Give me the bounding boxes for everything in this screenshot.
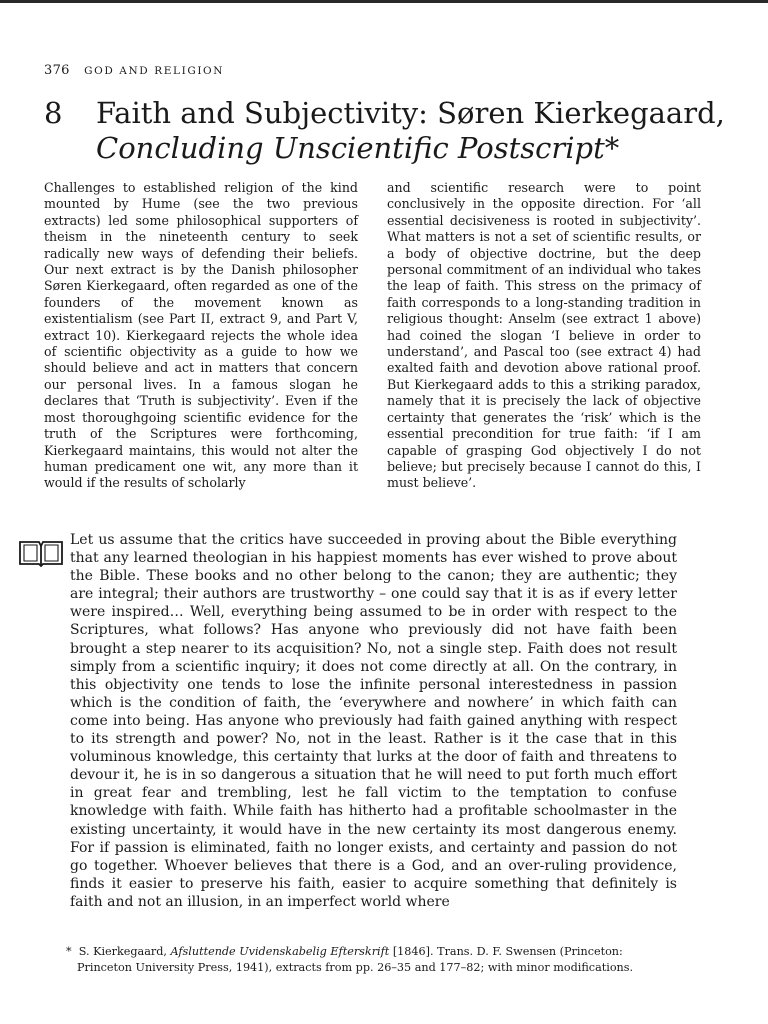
open-book-icon (18, 538, 64, 568)
intro-paragraph-left: Challenges to established religion of the kind mounted by Hume (see the two previous extracts) led some philosophical supporters of theism in the nineteenth century to seek radically new ways of defending their beliefs. Our next extract is by the Danish philosopher Søren Kierkegaard, often regarded as one of the founders of the movement known as existentialism (see Part II, extract 9, and Part V, extract 10). Kierkegaard rejects the whole idea of scientific objectivity as a guide to how we should believe and act in matters that concern our personal lives. In a famous slogan he declares that ‘Truth is subjectivity’. Even if the most thoroughgoing scientific evidence for the truth of the Scriptures were forthcoming, Kierkegaard maintains, this would not alter the human predicament one wit, any more than it would if the results of scholarly (44, 180, 358, 491)
extract-text: Let us assume that the critics have succeeded in proving about the Bible everything that any learned theologian in his happiest moments has ever wished to prove about the Bible. These books and no other belong to the canon; they are authentic; they are integral; their authors are trustworthy – one could say that it is as if every letter were inspired… Well, everything being assumed to be in order with respect to the Scriptures, what follows? Has anyone who previously did not have faith been brought a step nearer to its acquisition? No, not a single step. Faith does not result simply from a scientific inquiry; it does not come directly at all. On the contrary, in this objectivity one tends to lose the infinite personal interestedness in passion which is the condition of faith, the ‘everywhere and nowhere’ in which faith can come into being. Has anyone who previously had faith gained anything with respect to its strength and power? No, not in the least. Rather is it the case that in this voluminous knowledge, this certainty that lurks at the door of faith and threatens to devour it, he is in so dangerous a situation that he will need to put forth much effort in great fear and trembling, lest he fall victim to the temptation to confuse knowledge with faith. While faith has hitherto had a profitable schoolmaster in the existing uncertainty, it would have in the new certainty its most dangerous enemy. For if passion is eliminated, faith no longer exists, and certainty and passion do not go together. Whoever believes that there is a God, and an over-ruling providence, finds it easier to preserve his faith, easier to acquire something that definitely is faith and not an illusion, in an imperfect world where (70, 532, 677, 910)
footnote-prefix: S. Kierkegaard, (78, 945, 167, 958)
section-title: GOD AND RELIGION (84, 65, 225, 77)
footnote-work-title: Afsluttende Uvidenskabelig Efterskrift (170, 945, 390, 958)
page-number: 376 (44, 63, 70, 78)
kierkegaard-extract (70, 531, 677, 911)
footnote-text (66, 944, 678, 975)
footnote-marker: * (66, 945, 72, 958)
chapter-number: 8 (44, 96, 63, 130)
chapter-title-line2: Concluding Unscientific Postscript* (96, 131, 620, 165)
intro-left-column (44, 180, 358, 492)
running-head (44, 63, 224, 78)
intro-right-column (387, 180, 701, 492)
footnote-suffix: [1846]. Trans. D. F. Swensen (Princeton: Princeton University Press, 1941), extracts from pp. 26–35 and 177–82; with minor modifications. (77, 945, 634, 974)
intro-paragraph-right: and scientific research were to point conclusively in the opposite direction. For ‘all essential decisiveness is rooted in subjectivity’. What matters is not a set of scientific results, or a body of objective doctrine, but the deep personal commitment of an individual who takes the leap of faith. This stress on the primacy of faith corresponds to a long-standing tradition in religious thought: Anselm (see extract 1 above) had coined the slogan ‘I believe in order to understand’, and Pascal too (see extract 4) had exalted faith and devotion above rational proof. But Kierkegaard adds to this a striking paradox, namely that it is precisely the lack of objective certainty that generates the ‘risk’ which is the essential precondition for true faith: ‘if I am capable of grasping God objectively I do not believe; but precisely because I cannot do this, I must believe’. (387, 180, 701, 491)
chapter-title-line1: Faith and Subjectivity: Søren Kierkegaard, (96, 96, 725, 130)
top-rule (0, 0, 768, 3)
footnote (66, 944, 678, 975)
